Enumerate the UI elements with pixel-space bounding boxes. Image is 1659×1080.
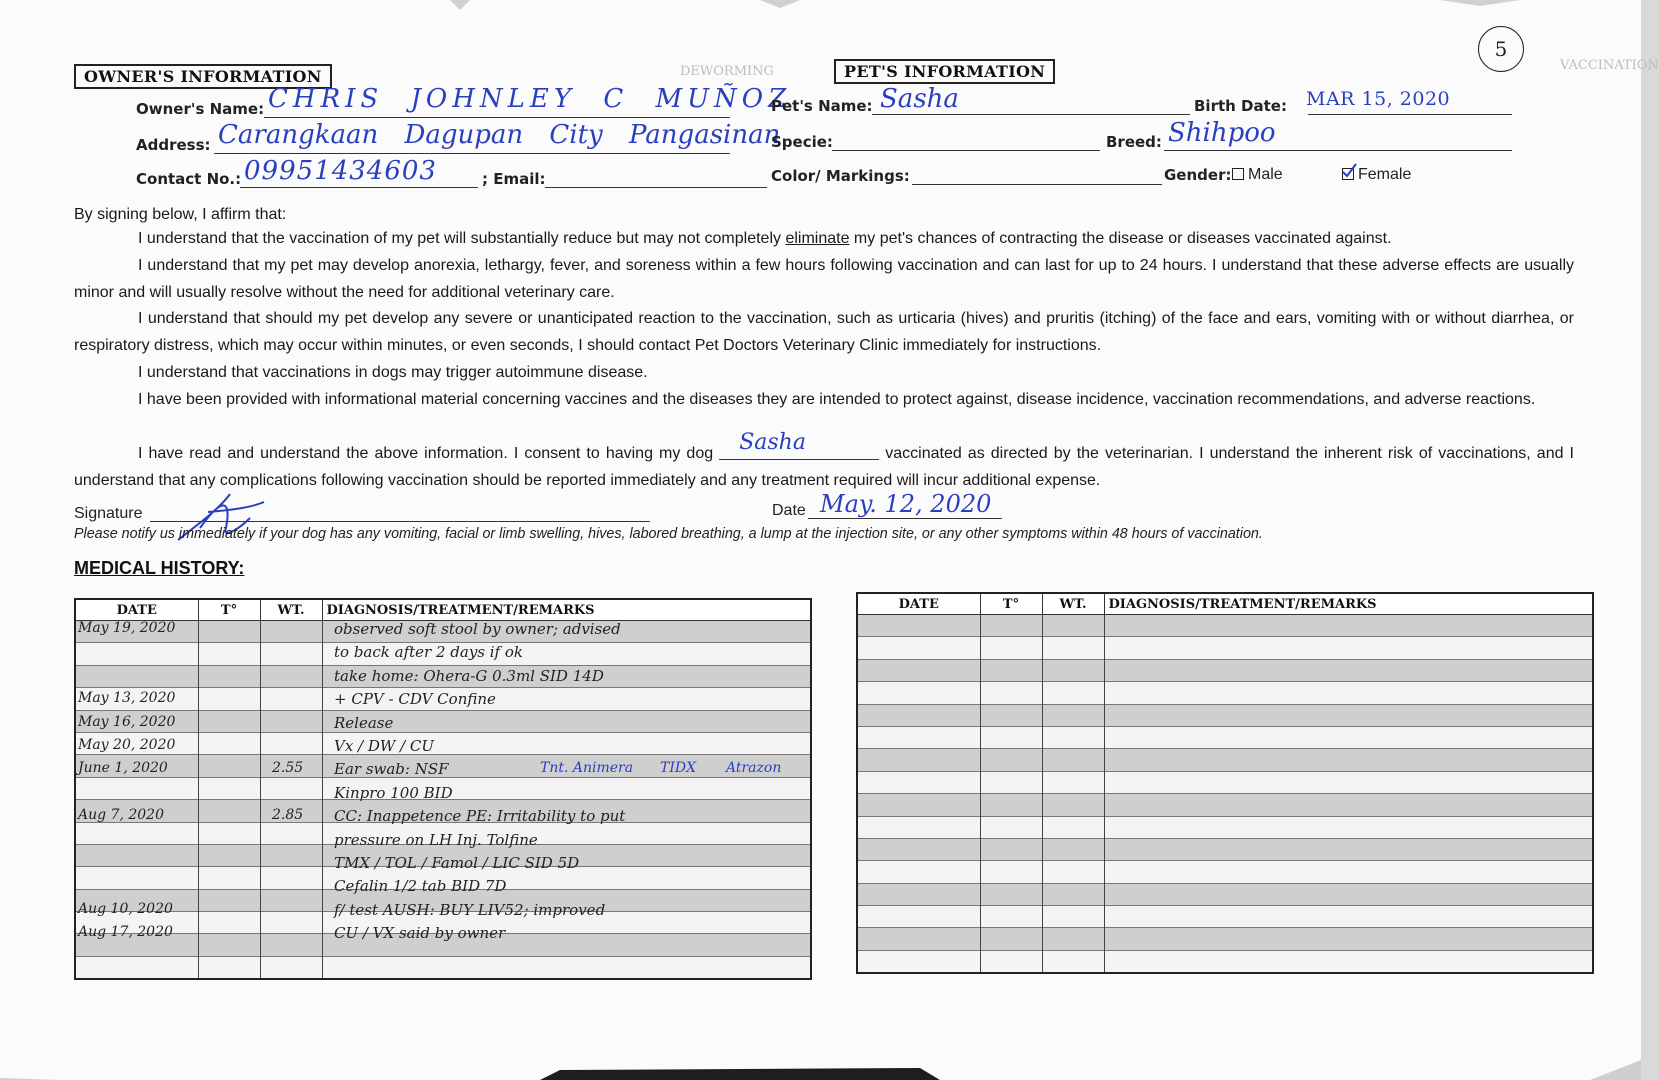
temp-cell xyxy=(980,749,1042,771)
temp-cell xyxy=(980,928,1042,950)
pet-breed-label: Breed: xyxy=(1106,133,1162,151)
consent-paragraph-5: I have been provided with informational material concerning vaccines and the diseases they are intended to protect against, disease incidence, vaccination recommendations, and adverse reactions. xyxy=(138,391,1536,408)
table-row xyxy=(857,883,1593,905)
table-row xyxy=(75,732,811,754)
owner-name-label: Owner's Name: xyxy=(136,100,265,118)
weight-cell xyxy=(1042,749,1104,771)
owner-contact-line xyxy=(240,187,478,188)
entry-remarks: to back after 2 days if ok xyxy=(334,643,524,662)
date-cell xyxy=(75,665,198,687)
remarks-cell xyxy=(1104,726,1593,748)
table-row xyxy=(857,794,1593,816)
weight-cell xyxy=(1042,838,1104,860)
owner-name-line xyxy=(264,117,730,118)
temp-cell xyxy=(198,777,260,799)
entry-date: Aug 10, 2020 xyxy=(78,900,173,917)
pet-birth-label: Birth Date: xyxy=(1194,97,1287,115)
date-cell xyxy=(857,950,980,973)
table-row xyxy=(857,861,1593,883)
col-date-header: DATE xyxy=(857,593,980,615)
date-cell xyxy=(75,867,198,889)
entry-date: Aug 7, 2020 xyxy=(78,807,164,824)
weight-cell xyxy=(260,956,322,979)
owner-contact-label: Contact No.: xyxy=(136,170,242,188)
table-row xyxy=(857,637,1593,659)
table-row xyxy=(857,771,1593,793)
entry-remarks: pressure on LH Inj. Tolfine xyxy=(334,830,538,849)
pet-birth-line xyxy=(1308,114,1512,115)
table-row xyxy=(857,928,1593,950)
entry-remarks: Cefalin 1/2 tab BID 7D xyxy=(334,877,507,896)
entry-blue-annotation: Tnt. Animera xyxy=(540,760,634,777)
remarks-cell xyxy=(1104,950,1593,973)
weight-cell xyxy=(260,710,322,732)
table-row xyxy=(75,710,811,732)
weight-cell xyxy=(1042,794,1104,816)
weight-cell xyxy=(260,889,322,911)
consent-p1-text-end: my pet's chances of contracting the disease or diseases vaccinated against. xyxy=(849,230,1392,247)
weight-cell xyxy=(1042,704,1104,726)
remarks-cell xyxy=(1104,883,1593,905)
remarks-cell xyxy=(1104,615,1593,637)
torn-edge-bottom-icon xyxy=(0,1040,1641,1080)
gender-female-label: Female xyxy=(1358,166,1412,183)
temp-cell xyxy=(198,956,260,979)
table-row xyxy=(75,956,811,979)
temp-cell xyxy=(198,844,260,866)
temp-cell xyxy=(198,643,260,665)
remarks-cell xyxy=(1104,637,1593,659)
date-cell xyxy=(857,861,980,883)
temp-cell xyxy=(198,889,260,911)
entry-remarks: observed soft stool by owner; advised xyxy=(334,620,621,638)
owner-address-label: Address: xyxy=(136,136,211,154)
weight-cell xyxy=(260,732,322,754)
temp-cell xyxy=(198,732,260,754)
pet-name-value: Sasha xyxy=(880,84,959,114)
entry-date: Aug 17, 2020 xyxy=(78,924,173,941)
pet-name-label: Pet's Name: xyxy=(771,97,873,115)
consent-paragraph-6 xyxy=(74,430,1575,494)
weight-cell xyxy=(1042,682,1104,704)
weight-cell xyxy=(260,643,322,665)
date-cell xyxy=(857,928,980,950)
date-cell xyxy=(75,844,198,866)
date-cell xyxy=(857,615,980,637)
weight-cell xyxy=(1042,950,1104,973)
weight-cell xyxy=(1042,816,1104,838)
torn-edge-top-icon xyxy=(0,0,1641,30)
col-remarks-header: DIAGNOSIS/TREATMENT/REMARKS xyxy=(322,599,811,621)
temp-cell xyxy=(198,822,260,844)
owner-email-line xyxy=(545,187,767,188)
remarks-cell xyxy=(322,710,811,732)
table-row xyxy=(857,906,1593,928)
pet-color-line xyxy=(912,184,1162,185)
pet-name-line xyxy=(872,114,1190,115)
date-cell xyxy=(75,777,198,799)
gender-female-checkbox[interactable] xyxy=(1342,168,1354,180)
owner-contact-value: 09951434603 xyxy=(244,156,437,186)
entry-weight: 2.85 xyxy=(272,807,304,824)
consent-intro: By signing below, I affirm that: xyxy=(74,206,287,223)
consent-paragraph-2: I understand that my pet may develop anorexia, lethargy, fever, and soreness within a few hours following vaccination and can last for up to 24 hours. I understand that these adverse effects are usually minor and will usually resolve without the need for additional veterinary care. xyxy=(74,257,1574,301)
weight-cell xyxy=(1042,659,1104,681)
entry-remarks: TMX / TOL / Famol / LIC SID 5D xyxy=(334,854,580,872)
entry-remarks: f/ test AUSH: BUY LIV52; improved xyxy=(334,900,606,919)
temp-cell xyxy=(198,665,260,687)
temp-cell xyxy=(980,906,1042,928)
col-weight-header: WT. xyxy=(1042,593,1104,615)
entry-blue-annotation: TIDX xyxy=(660,760,697,777)
table-row xyxy=(857,682,1593,704)
col-remarks-header: DIAGNOSIS/TREATMENT/REMARKS xyxy=(1104,593,1593,615)
gender-male-label: Male xyxy=(1248,166,1283,183)
remarks-cell xyxy=(322,956,811,979)
date-cell xyxy=(857,794,980,816)
table-row xyxy=(857,838,1593,860)
weight-cell xyxy=(1042,861,1104,883)
entry-remarks: Kinpro 100 BID xyxy=(334,783,453,802)
corner-page-mark-text: 5 xyxy=(1494,37,1508,61)
consent-p6-text-end: vaccinated as directed by the veterinarian. I understand the inherent risk of vaccinations, and I understand that any complications following vaccination should be reported immediately and any treatment required will incur additional expense. xyxy=(74,445,1575,489)
weight-cell xyxy=(260,934,322,956)
table-row xyxy=(857,726,1593,748)
table-row xyxy=(857,615,1593,637)
table-row xyxy=(857,749,1593,771)
entry-remarks: take home: Ohera-G 0.3ml SID 14D xyxy=(334,666,604,685)
pet-specie-line xyxy=(832,150,1100,151)
entry-remarks: Vx / DW / CU xyxy=(334,737,435,755)
weight-cell xyxy=(260,867,322,889)
weight-cell xyxy=(260,621,322,643)
temp-cell xyxy=(980,704,1042,726)
entry-date: June 1, 2020 xyxy=(78,760,168,777)
consent-p6-text: I have read and understand the above information. I consent to having my dog xyxy=(138,445,720,462)
gender-female-option[interactable] xyxy=(1342,166,1411,184)
weight-cell xyxy=(1042,726,1104,748)
col-temp-header: T° xyxy=(980,593,1042,615)
temp-cell xyxy=(980,794,1042,816)
date-cell xyxy=(75,956,198,979)
col-temp-header: T° xyxy=(198,599,260,621)
weight-cell xyxy=(260,665,322,687)
signature-label: Signature xyxy=(74,505,143,522)
consent-paragraph-3: I understand that should my pet develop any severe or unanticipated reaction to the vaccination, such as urticaria (hives) and pruritis (itching) of the face and ears, vomiting with or without diarrhea, or respiratory distress, which may occur within minutes, or even seconds, I should contact Pet Doctors Veterinary Clinic immediately for instructions. xyxy=(74,310,1574,354)
consent-paragraph-1 xyxy=(74,225,1574,252)
temp-cell xyxy=(198,867,260,889)
entry-date: May 20, 2020 xyxy=(78,737,176,753)
temp-cell xyxy=(198,934,260,956)
weight-cell xyxy=(260,822,322,844)
date-cell xyxy=(75,822,198,844)
bleed-through: DEWORMING xyxy=(680,64,774,79)
entry-remarks: Release xyxy=(334,713,394,732)
temp-cell xyxy=(980,637,1042,659)
weight-cell xyxy=(1042,906,1104,928)
signature-date-label: Date xyxy=(772,502,806,519)
temp-cell xyxy=(980,659,1042,681)
temp-cell xyxy=(980,682,1042,704)
pet-breed-value: Shihpoo xyxy=(1168,118,1276,148)
col-date-header: DATE xyxy=(75,599,198,621)
temp-cell xyxy=(198,621,260,643)
pet-gender-label: Gender: xyxy=(1164,166,1232,184)
temp-cell xyxy=(980,771,1042,793)
remarks-cell xyxy=(1104,794,1593,816)
gender-male-checkbox[interactable] xyxy=(1232,168,1244,180)
temp-cell xyxy=(198,688,260,710)
symptom-notice: Please notify us immediately if your dog has any vomiting, facial or limb swelling, hives, labored breathing, a lump at the injection site, or any other symptoms within 48 hours of vaccination. xyxy=(74,526,1263,542)
temp-cell xyxy=(980,838,1042,860)
pet-info-heading: PET'S INFORMATION xyxy=(834,59,1055,84)
entry-weight: 2.55 xyxy=(272,760,304,777)
date-cell xyxy=(857,704,980,726)
pet-color-label: Color/ Markings: xyxy=(771,167,910,185)
temp-cell xyxy=(980,816,1042,838)
pet-birth-value: MAR 15, 2020 xyxy=(1306,88,1451,110)
entry-date: May 16, 2020 xyxy=(78,713,176,730)
temp-cell xyxy=(980,883,1042,905)
temp-cell xyxy=(980,615,1042,637)
date-cell xyxy=(857,637,980,659)
consent-dog-name-value: Sasha xyxy=(739,430,806,455)
owner-info-heading: OWNER'S INFORMATION xyxy=(74,64,332,89)
date-cell xyxy=(857,726,980,748)
weight-cell xyxy=(260,844,322,866)
temp-cell xyxy=(980,950,1042,973)
date-cell xyxy=(857,816,980,838)
owner-email-label: ; Email: xyxy=(482,170,546,188)
medical-history-table-right xyxy=(856,592,1594,974)
date-cell xyxy=(75,643,198,665)
temp-cell xyxy=(980,726,1042,748)
consent-p1-underlined: eliminate xyxy=(785,230,850,247)
date-cell xyxy=(857,883,980,905)
temp-cell xyxy=(198,800,260,822)
remarks-cell xyxy=(1104,838,1593,860)
corner-page-mark xyxy=(1478,26,1524,72)
consent-p1-text: I understand that the vaccination of my pet will substantially reduce but may not completely xyxy=(138,230,786,247)
entry-blue-annotation: Atrazon xyxy=(726,760,782,777)
remarks-cell xyxy=(1104,704,1593,726)
weight-cell xyxy=(260,688,322,710)
bleed-through: VACCINATION xyxy=(1560,58,1659,73)
date-cell xyxy=(857,749,980,771)
remarks-cell xyxy=(1104,771,1593,793)
consent-paragraph-4: I understand that vaccinations in dogs may trigger autoimmune disease. xyxy=(138,364,648,381)
owner-address-line xyxy=(214,153,730,154)
weight-cell xyxy=(1042,883,1104,905)
medical-history-title: MEDICAL HISTORY: xyxy=(74,558,245,578)
entry-date: May 13, 2020 xyxy=(78,690,176,707)
table-row xyxy=(857,950,1593,973)
date-cell xyxy=(857,771,980,793)
entry-remarks: CC: Inappetence PE: Irritability to put xyxy=(334,807,626,826)
temp-cell xyxy=(980,861,1042,883)
entry-remarks: + CPV - CDV Confine xyxy=(334,690,496,709)
col-weight-header: WT. xyxy=(260,599,322,621)
pet-specie-label: Specie: xyxy=(771,133,833,151)
temp-cell xyxy=(198,755,260,777)
date-cell xyxy=(857,659,980,681)
signature-date-value: May. 12, 2020 xyxy=(820,490,992,518)
entry-remarks: CU / VX said by owner xyxy=(334,924,506,943)
weight-cell xyxy=(1042,928,1104,950)
signature-date-line xyxy=(808,518,1002,519)
weight-cell xyxy=(260,777,322,799)
owner-name-value: CHRIS JOHNLEY C MUÑOZ xyxy=(268,84,792,114)
entry-date: May 19, 2020 xyxy=(78,620,176,636)
remarks-cell xyxy=(1104,749,1593,771)
remarks-cell xyxy=(1104,906,1593,928)
pet-breed-line xyxy=(1164,150,1512,151)
table-row xyxy=(857,659,1593,681)
weight-cell xyxy=(260,912,322,934)
entry-remarks: Ear swab: NSF xyxy=(334,760,449,779)
remarks-cell xyxy=(1104,928,1593,950)
gender-male-option[interactable] xyxy=(1232,166,1283,184)
date-cell xyxy=(857,906,980,928)
checkmark-icon xyxy=(1341,163,1357,179)
remarks-cell xyxy=(1104,682,1593,704)
temp-cell xyxy=(198,710,260,732)
table-header-row xyxy=(75,599,811,621)
date-cell xyxy=(857,838,980,860)
remarks-cell xyxy=(1104,861,1593,883)
table-row xyxy=(857,704,1593,726)
consent-dog-name-field xyxy=(719,430,879,460)
weight-cell xyxy=(1042,637,1104,659)
temp-cell xyxy=(198,912,260,934)
owner-address-value: Carangkaan Dagupan City Pangasinan xyxy=(218,120,781,150)
remarks-cell xyxy=(1104,816,1593,838)
weight-cell xyxy=(1042,771,1104,793)
table-row xyxy=(857,816,1593,838)
date-cell xyxy=(857,682,980,704)
weight-cell xyxy=(1042,615,1104,637)
table-header-row xyxy=(857,593,1593,615)
remarks-cell xyxy=(1104,659,1593,681)
